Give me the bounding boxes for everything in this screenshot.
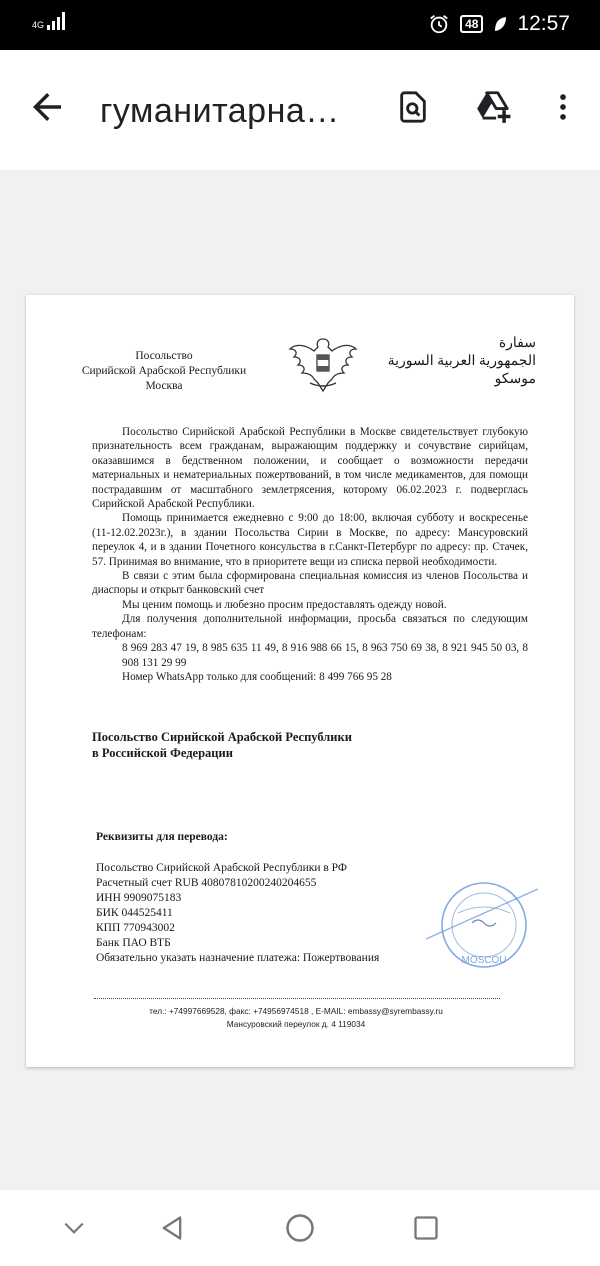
- header-line: Москва: [145, 380, 183, 392]
- system-navigation-bar: [0, 1190, 600, 1266]
- back-nav-button[interactable]: [152, 1208, 192, 1248]
- network-type-label: 4G: [32, 20, 45, 30]
- header-line: موسكو: [494, 372, 536, 387]
- requisite-line: КПП 770943002: [96, 922, 175, 934]
- embassy-stamp-icon: [424, 873, 540, 973]
- paragraph: Посольство Сирийской Арабской Республики в Москве свидетельствует глубокую признательность всем гражданам, выражающим поддержку и сочувствие сирийцам, оказавшимся в бедственном положении, и сообщает о возможности передачи материальных и нематериальных пожертвований, в том числе медикаментов, для помощи пострадавшим от масштабного землетрясения, которому 06.02.2023 г. подверглась Сирийской Арабской Республики.: [92, 426, 528, 511]
- arrow-back-icon: [26, 86, 68, 128]
- circle-home-icon: [285, 1213, 315, 1243]
- signal-indicator: [32, 12, 65, 30]
- triangle-back-icon: [158, 1214, 186, 1242]
- syrian-eagle-emblem-icon: [288, 333, 358, 395]
- signature-block: [92, 729, 492, 761]
- header-line: Посольство: [135, 350, 193, 362]
- stamp-text: MOSCOU: [461, 955, 507, 966]
- footer-divider: [94, 998, 500, 999]
- paragraph: Помощь принимается ежедневно с 9:00 до 18:00, включая субботу и воскресенье (11-12.02.2023г.), в здании Посольства Сирии в Москве, по адресу: Мансуровский переулок 4, и в здании Почетного консульства в г.Санкт-Петербург по адресу: пр. Стачек, 57. Принимая во внимание, что в приоритете вещи из списка первой необходимости.: [92, 512, 528, 568]
- phone-numbers: 8 969 283 47 19, 8 985 635 11 49, 8 916 988 66 15, 8 963 750 69 38, 8 921 945 50 03, 8 908 131 29 99: [122, 642, 528, 669]
- add-to-drive-icon: [474, 88, 512, 126]
- more-vert-icon: [546, 90, 580, 124]
- paragraph: В связи с этим была сформирована специальная комиссия из членов Посольства и диаспоры и открыт банковский счет: [92, 570, 528, 597]
- document-title: гуманитарна…: [100, 92, 340, 130]
- letter-footer: [86, 1005, 506, 1031]
- requisite-line: Расчетный счет RUB 40807810200240204655: [96, 877, 317, 889]
- search-in-document-icon: [396, 90, 430, 124]
- clock: 12:57: [517, 12, 570, 35]
- paragraph: Для получения дополнительной информации, просьба связаться по следующим телефонам:: [92, 613, 528, 640]
- requisites-list: [96, 861, 379, 966]
- letter-body: [92, 425, 528, 684]
- requisite-line: ИНН 9909075183: [96, 892, 182, 904]
- status-bar: [0, 0, 600, 50]
- home-nav-button[interactable]: [280, 1208, 320, 1248]
- whatsapp-number: Номер WhatsApp только для сообщений: 8 499 766 95 28: [122, 670, 392, 683]
- collapse-nav-button[interactable]: [54, 1208, 94, 1248]
- header-line: Сирийской Арабской Республики: [81, 365, 247, 377]
- back-button[interactable]: [26, 86, 68, 128]
- recents-nav-button[interactable]: [406, 1208, 446, 1248]
- embassy-header-russian: [64, 349, 264, 394]
- paragraph: Мы ценим помощь и любезно просим предоставлять одежду новой.: [122, 598, 447, 611]
- alarm-icon: [428, 13, 450, 35]
- embassy-header-arabic: [386, 335, 536, 389]
- add-to-drive-button[interactable]: [470, 84, 516, 130]
- signature-line: в Российской Федерации: [92, 746, 233, 760]
- requisite-line: Обязательно указать назначение платежа: Пожертвования: [96, 952, 380, 964]
- requisite-line: Банк ПАО ВТБ: [96, 937, 171, 949]
- more-options-button[interactable]: [540, 84, 586, 130]
- footer-address: Мансуровский переулок д. 4 119034: [226, 1019, 366, 1029]
- requisite-line: Посольство Сирийской Арабской Республики в РФ: [96, 862, 347, 874]
- chevron-down-icon: [61, 1215, 87, 1241]
- signature-line: Посольство Сирийской Арабской Республики: [92, 730, 352, 744]
- app-bar: [0, 50, 600, 170]
- signal-bars-icon: [47, 12, 65, 30]
- document-page[interactable]: [26, 295, 574, 1067]
- requisite-line: БИК 044525411: [96, 907, 173, 919]
- requisites-title: Реквизиты для перевода:: [96, 831, 228, 843]
- leaf-icon: [493, 16, 507, 32]
- square-recents-icon: [412, 1214, 440, 1242]
- header-line: سفارة: [498, 336, 536, 351]
- search-in-document-button[interactable]: [390, 84, 436, 130]
- footer-contacts: тел.: +74997669528, факс: +74956974518 , E-MAIL: embassy@syrembassy.ru: [149, 1006, 443, 1016]
- header-line: الجمهورية العربية السورية: [387, 354, 536, 369]
- battery-indicator: 48: [460, 15, 483, 33]
